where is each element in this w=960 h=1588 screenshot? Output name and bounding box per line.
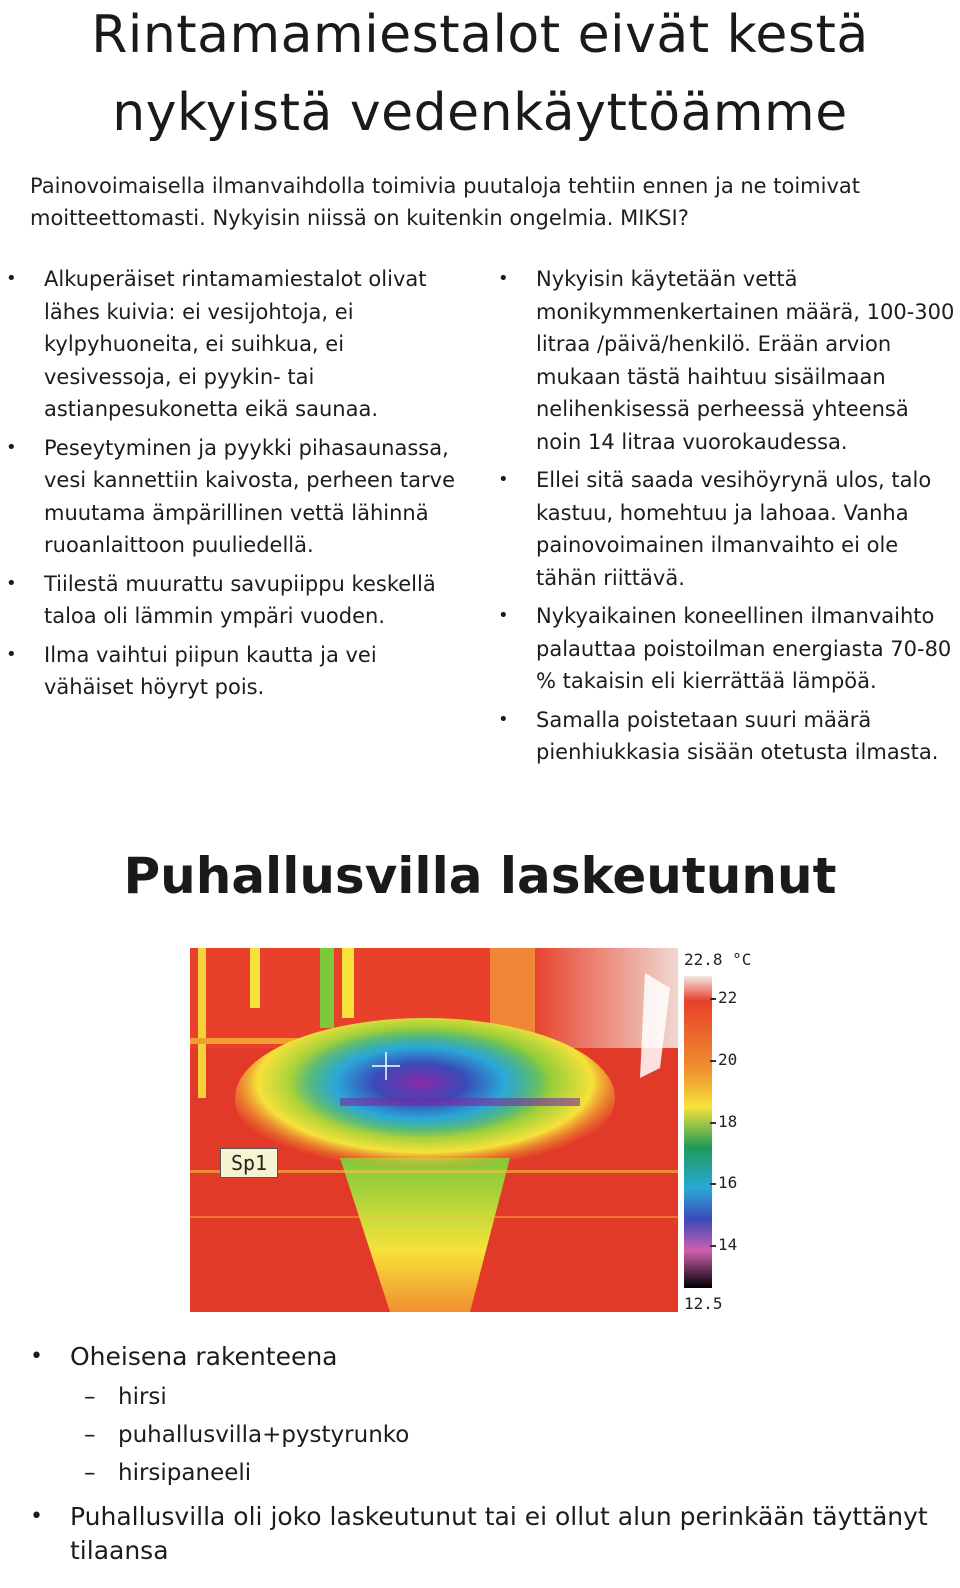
scale-min-label: 12.5 — [684, 1294, 723, 1313]
scale-tick-label: 18 — [718, 1112, 738, 1131]
sub-list-item: – hirsipaneeli — [70, 1454, 930, 1492]
scale-tick-label: 14 — [718, 1235, 738, 1254]
bullet-icon: • — [30, 1504, 43, 1529]
scale-tick-label: 20 — [718, 1050, 738, 1069]
left-bullet-list — [6, 263, 456, 710]
list-item: • Ellei sitä saada vesihöyrynä ulos, talo kastuu, homehtuu ja lahoaa. Vanha painovoimainen ilmanvaihto ei ole tähän riittävä. — [498, 464, 958, 594]
color-scale-bar — [684, 976, 712, 1288]
page-title: Rintamamiestalot eivät kestä nykyistä vedenkäyttöämme — [91, 5, 869, 143]
bullet-icon: • — [498, 605, 509, 626]
bullet-icon: • — [6, 572, 17, 594]
spot-label: Sp1 — [220, 1148, 278, 1178]
dash-icon: – — [84, 1422, 96, 1448]
bullet-icon: • — [498, 708, 509, 730]
list-item: • Ilma vaihtui piipun kautta ja vei vähäiset höyryt pois. — [6, 639, 456, 704]
scale-tick — [710, 1060, 716, 1062]
section-heading: Puhallusvilla laskeutunut — [123, 847, 837, 905]
list-item: • Oheisena rakenteena – hirsi – puhallusvilla+pystyrunko – hirsipaneeli — [30, 1340, 930, 1492]
bullet-icon: • — [498, 268, 509, 289]
bullet-icon: • — [30, 1344, 43, 1369]
sub-list-item: – puhallusvilla+pystyrunko — [70, 1416, 930, 1454]
thermal-image — [190, 948, 678, 1312]
list-item: • Puhallusvilla oli joko laskeutunut tai ei ollut alun perinkään täyttänyt tilaansa — [30, 1502, 928, 1565]
intro-paragraph: Painovoimaisella ilmanvaihdolla toimivia puutaloja tehtiin ennen ja ne toimivat moitteettomasti. Nykyisin niissä on kuitenkin ongelmia. MIKSI? — [30, 174, 861, 230]
list-item: • Samalla poistetaan suuri määrä pienhiukkasia sisään otetusta ilmasta. — [498, 704, 958, 769]
list-item: • Peseytyminen ja pyykki pihasaunassa, vesi kannettiin kaivosta, perheen tarve muutama ämpärillinen vettä lähinnä ruoanlaittoon puuliedellä. — [6, 432, 456, 562]
sub-list-item: – hirsi — [70, 1378, 930, 1416]
scale-tick — [710, 1122, 716, 1124]
scale-tick-label: 16 — [718, 1173, 738, 1192]
sub-list — [70, 1378, 930, 1492]
right-bullet-list — [498, 263, 958, 775]
bullet-icon: • — [6, 436, 17, 458]
scale-tick-label: 22 — [718, 988, 738, 1007]
scale-max-label: 22.8 °C — [684, 950, 752, 969]
list-item: • Nykyaikainen koneellinen ilmanvaihto palauttaa poistoilman energiasta 70-80 % takaisin eli kierrättää lämpöä. — [498, 600, 958, 698]
dash-icon: – — [84, 1460, 96, 1486]
bullet-icon: • — [6, 643, 17, 665]
dash-icon: – — [84, 1384, 96, 1410]
list-item: • Tiilestä muurattu savupiippu keskellä taloa oli lämmin ympäri vuoden. — [6, 568, 456, 633]
scale-tick — [710, 1183, 716, 1185]
bullet-icon: • — [498, 469, 509, 490]
scale-tick — [710, 998, 716, 1000]
bottom-bullet-list — [30, 1340, 930, 1568]
list-item: • Alkuperäiset rintamamiestalot olivat lähes kuivia: ei vesijohtoja, ei kylpyhuoneita, ei suihkua, ei vesivessoja, ei pyykin- tai astianpesukonetta eikä saunaa. — [6, 263, 456, 426]
bullet-icon: • — [6, 268, 17, 289]
list-item: • Nykyisin käytetään vettä monikymmenkertainen määrä, 100-300 litraa /päivä/henkilö. Erään arvion mukaan tästä haihtuu sisäilmaan nelihenkisessä perheessä yhteensä noin 14 litraa vuorokaudessa. — [498, 263, 958, 458]
scale-tick — [710, 1245, 716, 1247]
